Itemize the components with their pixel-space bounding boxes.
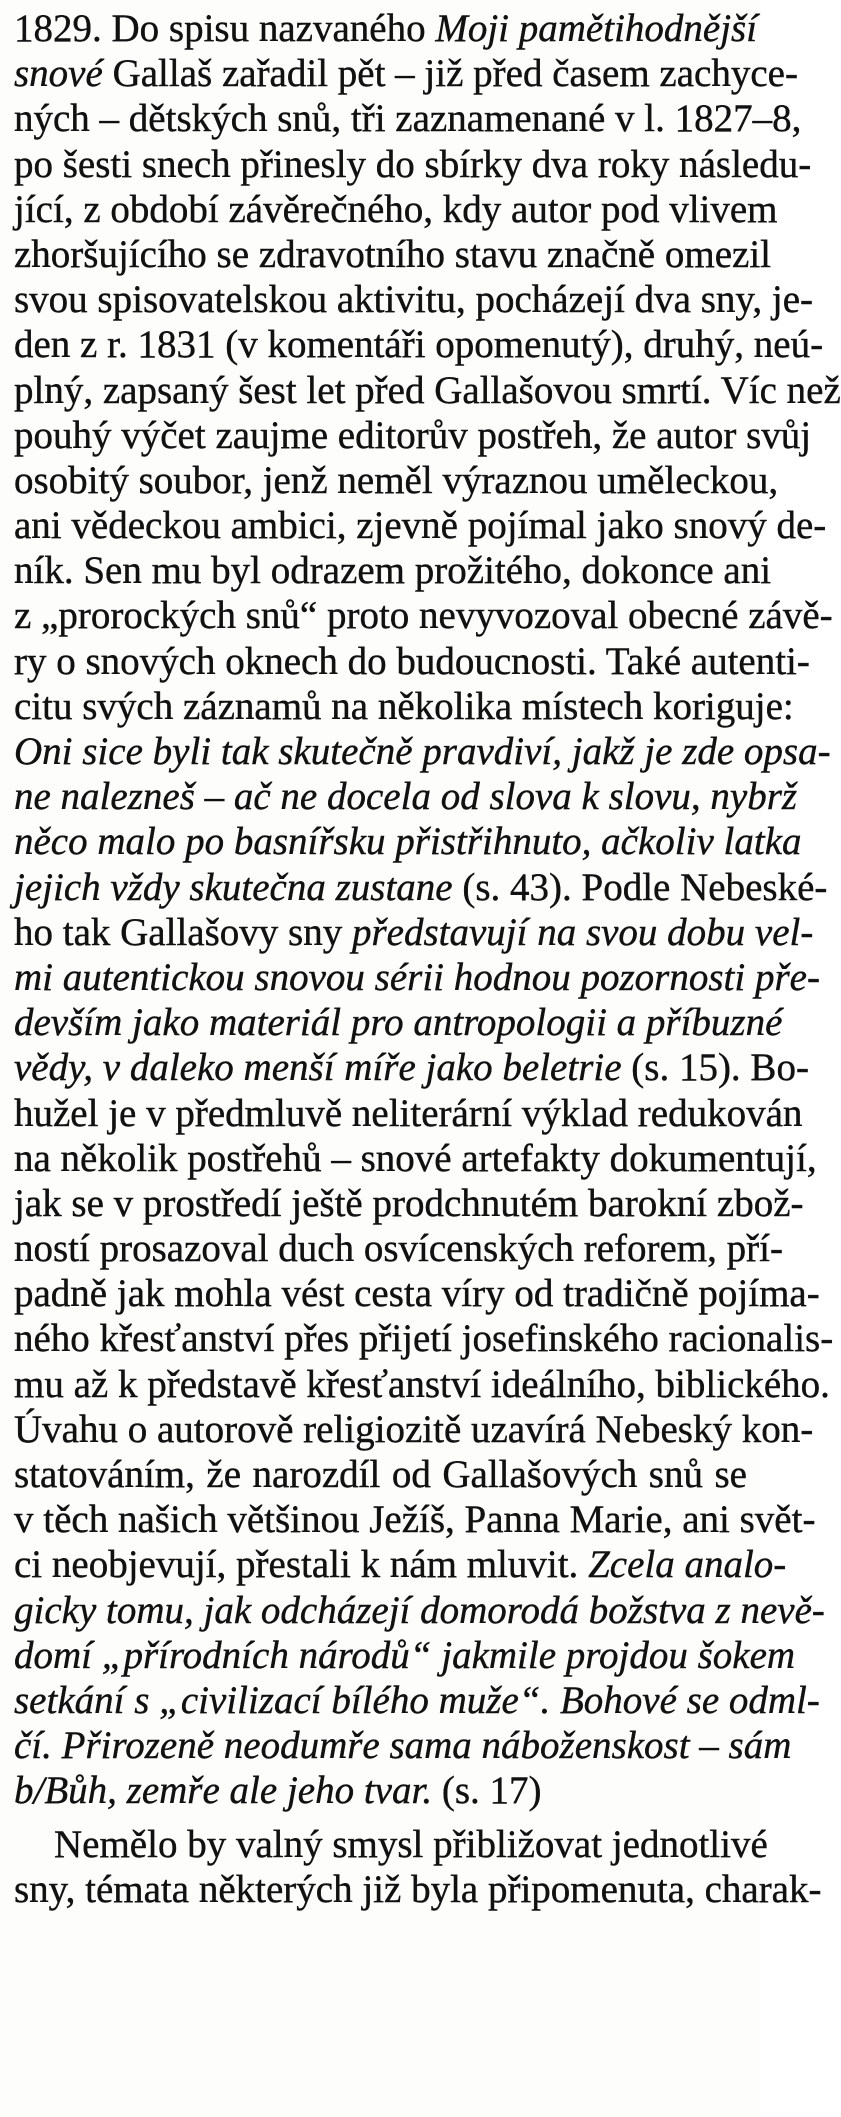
text-span: po šesti snech přinesly do sbírky dva roky následu- (14, 142, 812, 186)
text-line (14, 1226, 783, 1271)
text-line (14, 593, 833, 638)
text-line (14, 819, 802, 864)
text-line (14, 1723, 792, 1768)
text-span: (s. 43). Podle Nebeské- (452, 865, 828, 909)
text-line (14, 503, 827, 548)
text-span: v těch našich většinou Ježíš, Panna Marie, ani svět- (14, 1498, 816, 1542)
text-line (14, 1588, 825, 1633)
text-span: ani vědeckou ambici, zjevně pojímal jako snový de- (14, 504, 827, 548)
text-span: den z r. 1831 (v komentáři opomenutý), druhý, neú- (14, 323, 824, 367)
text-span: ného křesťanství přes přijetí josefinského racionalis- (14, 1317, 834, 1361)
text-span: (s. 15). Bo- (621, 1046, 809, 1090)
text-line (14, 368, 841, 413)
text-span: padně jak mohla vést cesta víry od tradičně pojíma- (14, 1272, 820, 1316)
italic-text-span: Moji pamětihodnější (435, 7, 758, 50)
text-line (14, 232, 771, 277)
italic-text-span: něco malo po basnířsku přistřihnuto, ačkoliv latka (14, 820, 802, 864)
text-line (14, 277, 813, 322)
text-line (14, 1542, 787, 1587)
text-line (14, 955, 820, 1000)
text-span: sny, témata některých již byla připomenuta, charak- (14, 1867, 822, 1911)
italic-text-span: jejich vždy skutečna zustane (14, 865, 453, 909)
italic-text-span: vědy, v daleko menší míře jako beletrie (14, 1046, 622, 1090)
text-line (14, 1822, 768, 1867)
text-line (14, 458, 779, 503)
text-span: plný, zapsaný šest let před Gallašovou smrtí. Víc než (14, 368, 841, 412)
text-line (14, 1136, 817, 1181)
text-line (14, 865, 828, 910)
text-line (14, 1678, 820, 1723)
text-line (14, 910, 814, 955)
text-line (14, 1045, 809, 1090)
text-line (14, 774, 798, 819)
text-line (14, 187, 778, 232)
italic-text-span: představují na svou dobu vel- (351, 910, 814, 954)
text-span: statováním, že narozdíl od Gallašových snů se (14, 1453, 747, 1496)
text-span: jící, z období závěrečného, kdy autor pod vlivem (14, 187, 778, 231)
text-line (14, 684, 794, 729)
text-span: z „prorockých snů“ proto nevyvozoval obecné závě- (14, 594, 833, 638)
text-span: Nemělo by valný smysl přibližovat jednotlivé (54, 1822, 768, 1866)
text-line (14, 1000, 783, 1045)
text-span: mu až k představě křesťanství ideálního, biblického. (14, 1362, 830, 1406)
text-span: 1829. Do spisu nazvaného (14, 7, 436, 50)
italic-text-span: domí „přírodních národů“ jakmile projdou šokem (14, 1633, 796, 1677)
text-span: ho tak Gallašovy sny (14, 910, 352, 954)
text-span: Gallaš zařadil pět – již před časem zachyce- (102, 52, 798, 96)
text-span: osobitý soubor, jenž neměl výraznou uměleckou, (14, 458, 779, 502)
text-line (14, 1452, 747, 1497)
text-line (14, 548, 772, 593)
text-line (14, 6, 758, 51)
text-line (14, 51, 798, 96)
text-line (14, 1407, 814, 1452)
text-line (14, 1181, 804, 1226)
italic-text-span: gicky tomu, jak odcházejí domorodá božstva z nevě- (14, 1588, 825, 1632)
text-line (14, 1271, 820, 1316)
text-span: jak se v prostředí ještě prodchnutém barokní zbož- (14, 1181, 804, 1225)
text-line (14, 1091, 803, 1136)
text-span: ností prosazoval duch osvícenských reforem, pří- (14, 1227, 783, 1271)
text-line (14, 1867, 822, 1912)
text-span: hužel je v předmluvě neliterární výklad redukován (14, 1091, 803, 1135)
text-line (14, 1362, 830, 1407)
text-line (14, 1768, 747, 1813)
text-span: ných – dětských snů, tři zaznamenané v l. 1827–8, (14, 97, 802, 141)
text-line (14, 142, 812, 187)
text-line (14, 1633, 796, 1678)
text-span: ník. Sen mu byl odrazem prožitého, dokonce ani (14, 549, 772, 593)
text-span: citu svých záznamů na několika místech koriguje: (14, 684, 794, 728)
italic-text-span: setkání s „civilizací bílého muže“. Bohové se odml- (14, 1678, 820, 1722)
italic-text-span: snové (14, 52, 103, 96)
text-line (14, 1497, 816, 1542)
text-span: ry o snových oknech do budoucnosti. Také autenti- (14, 639, 810, 683)
text-span: na několik postřehů – snové artefakty dokumentují, (14, 1136, 817, 1180)
body-text (14, 6, 841, 1912)
text-line (14, 639, 810, 684)
italic-text-span: čí. Přirozeně neodumře sama náboženskost – sám (14, 1724, 792, 1768)
italic-text-span: Oni sice byli tak skutečně pravdiví, jakž je zde opsa- (14, 730, 831, 773)
text-line (14, 729, 831, 774)
italic-text-span: b/Bůh, zemře ale jeho tvar. (14, 1769, 433, 1813)
text-span: (s. 17) (432, 1769, 542, 1813)
italic-text-span: devším jako materiál pro antropologii a příbuzné (14, 1001, 783, 1045)
text-span: pouhý výčet zaujme editorův postřeh, že autor svůj (14, 413, 812, 457)
italic-text-span: ne nalezneš – ač ne docela od slova k slovu, nybrž (14, 775, 798, 819)
italic-text-span: Zcela analo- (588, 1543, 787, 1587)
text-span: Úvahu o autorově religiozitě uzavírá Nebeský kon- (14, 1407, 814, 1451)
text-line (14, 1316, 834, 1361)
text-span: svou spisovatelskou aktivitu, pocházejí dva sny, je- (14, 278, 813, 322)
italic-text-span: mi autentickou snovou sérii hodnou pozornosti pře- (14, 955, 820, 999)
text-line (14, 96, 802, 141)
text-span: zhoršujícího se zdravotního stavu značně omezil (14, 232, 771, 276)
text-line (14, 413, 812, 458)
text-line (14, 322, 824, 367)
text-span: ci neobjevují, přestali k nám mluvit. (14, 1543, 589, 1587)
